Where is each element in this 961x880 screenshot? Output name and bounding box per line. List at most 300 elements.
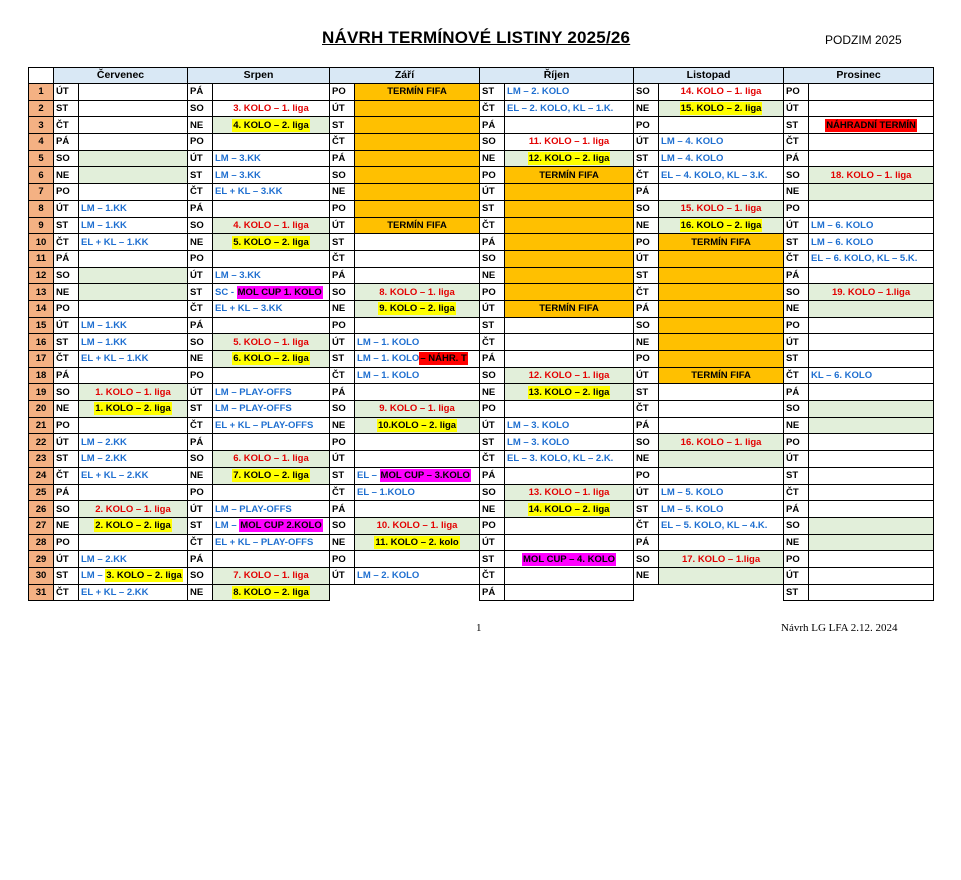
weekday-cell: ČT [634,284,659,301]
event-cell [659,367,784,384]
month-header: Říjen [480,68,634,84]
event-cell [79,451,188,468]
event-text: 16. KOLO – 1. liga [680,436,762,448]
table-row [29,567,934,584]
event-text: TERMÍN FIFA [539,169,599,181]
table-row [29,401,934,418]
weekday-cell: PÁ [634,417,659,434]
table-row [29,417,934,434]
table-row [29,100,934,117]
event-cell [505,134,634,151]
table-row [29,234,934,251]
weekday-cell: ÚT [784,334,809,351]
event-cell [79,551,188,568]
event-text: LM – 6. KOLO [811,219,874,231]
table-row [29,184,934,201]
schedule-body [29,68,934,601]
day-number: 12 [29,267,54,284]
weekday-cell: SO [188,334,213,351]
event-text: LM – [81,570,106,582]
weekday-cell: ČT [634,401,659,418]
weekday-cell: SO [784,517,809,534]
event-cell [79,267,188,284]
event-cell [213,100,330,117]
event-cell [809,401,934,418]
day-number: 9 [29,217,54,234]
event-text: LM – 6. KOLO [811,236,874,248]
header-row [29,68,934,84]
event-cell [79,100,188,117]
event-cell [505,384,634,401]
event-text: EL + KL – 1.KK [81,353,149,365]
event-cell [213,184,330,201]
event-text: EL + KL – 3.KK [215,303,283,315]
event-cell [355,267,480,284]
event-cell [213,467,330,484]
event-cell [809,317,934,334]
event-highlight: 12. KOLO – 2. liga [528,153,610,165]
event-cell [213,434,330,451]
weekday-cell: SO [634,84,659,101]
event-cell [809,534,934,551]
event-cell [505,417,634,434]
event-cell [79,467,188,484]
weekday-cell: NE [330,184,355,201]
event-cell [355,84,480,101]
event-text: EL + KL – 2.KK [81,470,149,482]
page-number: 1 [476,622,482,634]
event-cell [79,351,188,368]
weekday-cell: ČT [480,217,505,234]
event-cell [213,384,330,401]
event-cell [659,100,784,117]
weekday-cell: ST [480,200,505,217]
day-number: 5 [29,150,54,167]
weekday-cell: ÚT [480,534,505,551]
event-text: LM – 1. KOLO [357,353,420,365]
event-cell [79,317,188,334]
weekday-cell: PO [480,167,505,184]
day-number: 28 [29,534,54,551]
table-row [29,167,934,184]
weekday-cell: ÚT [634,250,659,267]
day-number: 15 [29,317,54,334]
weekday-cell: PÁ [634,184,659,201]
event-cell [505,551,634,568]
table-row [29,384,934,401]
weekday-cell: PO [480,284,505,301]
weekday-cell: ST [330,467,355,484]
event-cell [213,401,330,418]
weekday-cell: SO [634,317,659,334]
weekday-cell: PÁ [54,484,79,501]
table-row [29,150,934,167]
event-text: LM – 2. KOLO [507,86,570,98]
event-cell [213,150,330,167]
weekday-cell: ÚT [188,150,213,167]
event-cell [659,534,784,551]
event-cell [505,534,634,551]
month-header: Listopad [634,68,784,84]
weekday-cell: NE [784,534,809,551]
event-text: 3. KOLO – 1. liga [233,103,309,115]
weekday-cell: ST [330,117,355,134]
day-number: 24 [29,467,54,484]
event-cell [355,134,480,151]
event-highlight: 5. KOLO – 2. liga [233,236,309,248]
weekday-cell: SO [330,517,355,534]
event-cell [809,284,934,301]
weekday-cell: NE [784,417,809,434]
event-highlight: 10.KOLO – 2. liga [377,420,457,432]
event-cell [659,451,784,468]
table-row [29,334,934,351]
weekday-cell: ÚT [330,100,355,117]
event-text: 5. KOLO – 1. liga [233,336,309,348]
weekday-cell: PO [634,467,659,484]
event-cell [355,100,480,117]
event-cell [809,367,934,384]
event-cell [505,117,634,134]
weekday-cell: ČT [480,451,505,468]
event-text: TERMÍN FIFA [691,370,751,382]
footer-note: Návrh LG LFA 2.12. 2024 [781,622,898,634]
table-row [29,134,934,151]
day-number: 17 [29,351,54,368]
event-text: EL + KL – 2.KK [81,586,149,598]
weekday-cell: PÁ [188,84,213,101]
weekday-cell: ÚT [54,551,79,568]
weekday-cell: ÚT [634,134,659,151]
weekday-cell: NE [634,100,659,117]
event-highlight: 9. KOLO – 2. liga [379,303,455,315]
event-highlight: NÁHRADNÍ TERMÍN [826,119,916,131]
event-cell [505,284,634,301]
weekday-cell: ČT [784,250,809,267]
table-row [29,434,934,451]
event-cell [809,267,934,284]
event-text: LM – 2.KK [81,453,127,465]
event-cell [809,551,934,568]
weekday-cell: PO [188,367,213,384]
event-cell [355,117,480,134]
weekday-cell: ST [784,351,809,368]
event-text: LM – 3. KOLO [507,436,570,448]
weekday-cell: SO [480,250,505,267]
event-text: LM – 1.KK [81,319,127,331]
event-cell [355,300,480,317]
table-row [29,584,934,601]
weekday-cell: ČT [634,167,659,184]
event-cell [213,200,330,217]
event-cell [809,84,934,101]
event-text: LM – 2. KOLO [357,570,420,582]
weekday-cell: PÁ [480,467,505,484]
weekday-cell: PO [188,484,213,501]
weekday-cell: ÚT [188,501,213,518]
weekday-cell: SO [784,401,809,418]
event-cell [213,351,330,368]
season-label: PODZIM 2025 [825,33,902,47]
event-cell [79,167,188,184]
weekday-cell: PO [784,551,809,568]
event-cell [659,284,784,301]
weekday-cell: PO [784,84,809,101]
event-text: 8. KOLO – 1. liga [379,286,455,298]
weekday-cell: SO [54,267,79,284]
event-text: LM – 1. KOLO [357,370,420,382]
weekday-cell: PO [54,300,79,317]
event-cell [355,284,480,301]
event-cell [505,367,634,384]
weekday-cell: ÚT [784,451,809,468]
weekday-cell: PÁ [784,150,809,167]
weekday-cell: ČT [54,234,79,251]
weekday-cell: PO [330,84,355,101]
event-cell [809,100,934,117]
month-header: Září [330,68,480,84]
weekday-cell: ST [480,434,505,451]
event-cell [79,584,188,601]
event-cell [659,167,784,184]
weekday-cell: ÚT [784,100,809,117]
event-cell [809,584,934,601]
day-number: 30 [29,567,54,584]
weekday-cell: ST [54,451,79,468]
event-cell [659,200,784,217]
event-cell [659,250,784,267]
weekday-cell: PÁ [188,200,213,217]
event-cell [213,317,330,334]
weekday-cell: PO [54,417,79,434]
event-cell [505,434,634,451]
event-highlight: 15. KOLO – 2. liga [680,103,762,115]
table-row [29,267,934,284]
weekday-cell: ČT [54,351,79,368]
weekday-cell: ÚT [330,451,355,468]
event-cell [355,200,480,217]
weekday-cell: ČT [188,184,213,201]
event-cell [213,300,330,317]
event-cell [213,534,330,551]
event-cell [505,401,634,418]
weekday-cell: PO [784,434,809,451]
weekday-cell: NE [54,167,79,184]
weekday-cell: ČT [330,367,355,384]
day-number: 22 [29,434,54,451]
day-number: 21 [29,417,54,434]
weekday-cell: ČT [480,334,505,351]
event-cell [355,401,480,418]
event-cell [659,150,784,167]
weekday-cell: NE [480,501,505,518]
weekday-cell: PÁ [480,351,505,368]
weekday-cell: ÚT [54,434,79,451]
empty-cell [330,584,480,601]
event-highlight: MOL CUP – 3.KOLO [380,470,470,482]
table-row [29,84,934,101]
weekday-cell: ÚT [634,367,659,384]
weekday-cell: PÁ [330,501,355,518]
weekday-cell: NE [54,284,79,301]
event-cell [809,184,934,201]
weekday-cell: PÁ [480,584,505,601]
weekday-cell: ČT [480,567,505,584]
event-cell [809,300,934,317]
weekday-cell: ÚT [54,317,79,334]
event-cell [213,367,330,384]
weekday-cell: SO [330,284,355,301]
weekday-cell: SO [330,167,355,184]
weekday-cell: ST [784,117,809,134]
event-cell [809,234,934,251]
event-cell [809,567,934,584]
event-cell [659,234,784,251]
event-cell [809,200,934,217]
event-cell [505,250,634,267]
weekday-cell: PÁ [330,150,355,167]
event-cell [809,134,934,151]
event-cell [79,284,188,301]
event-text: 12. KOLO – 1. liga [528,370,610,382]
event-cell [809,384,934,401]
event-cell [505,217,634,234]
event-text: 13. KOLO – 1. liga [528,486,610,498]
weekday-cell: ST [784,467,809,484]
weekday-cell: SO [784,167,809,184]
event-highlight: 8. KOLO – 2. liga [233,586,309,598]
weekday-cell: PÁ [188,434,213,451]
event-text: KL – 6. KOLO [811,370,873,382]
table-row [29,351,934,368]
weekday-cell: NE [480,267,505,284]
event-cell [659,434,784,451]
weekday-cell: NE [634,567,659,584]
event-text: SC - [215,286,237,298]
weekday-cell: NE [634,334,659,351]
table-row [29,284,934,301]
event-cell [79,200,188,217]
event-cell [505,184,634,201]
event-highlight: MOL CUP 2.KOLO [240,520,322,532]
event-text: EL – 3. KOLO, KL – 2.K. [507,453,614,465]
event-highlight: 6. KOLO – 2. liga [233,353,309,365]
event-text: LM – 1.KK [81,219,127,231]
table-row [29,117,934,134]
day-number: 10 [29,234,54,251]
event-cell [505,100,634,117]
event-cell [505,300,634,317]
event-cell [213,551,330,568]
weekday-cell: NE [54,401,79,418]
event-cell [213,417,330,434]
weekday-cell: ST [188,401,213,418]
event-text: EL + KL – 1.KK [81,236,149,248]
day-number: 4 [29,134,54,151]
event-text: 17. KOLO – 1.liga [681,553,761,565]
weekday-cell: ST [54,217,79,234]
weekday-cell: PÁ [784,501,809,518]
weekday-cell: NE [330,417,355,434]
weekday-cell: PÁ [54,250,79,267]
event-text: LM – 5. KOLO [661,503,724,515]
weekday-cell: ST [188,167,213,184]
weekday-cell: ČT [330,484,355,501]
event-cell [505,84,634,101]
event-cell [213,334,330,351]
table-row [29,467,934,484]
event-cell [809,467,934,484]
event-cell [79,534,188,551]
event-cell [79,384,188,401]
day-number: 13 [29,284,54,301]
table-row [29,534,934,551]
event-cell [659,484,784,501]
weekday-cell: ÚT [784,567,809,584]
event-text: LM – PLAY-OFFS [215,403,292,415]
table-row [29,551,934,568]
event-cell [355,434,480,451]
event-cell [659,517,784,534]
weekday-cell: NE [54,517,79,534]
month-header: Srpen [188,68,330,84]
day-number: 23 [29,451,54,468]
weekday-cell: ČT [54,467,79,484]
event-text: TERMÍN FIFA [691,236,751,248]
event-cell [659,351,784,368]
table-row [29,317,934,334]
event-text: EL – [357,470,380,482]
event-cell [809,417,934,434]
event-cell [213,451,330,468]
day-number: 19 [29,384,54,401]
weekday-cell: ST [634,150,659,167]
weekday-cell: SO [188,217,213,234]
event-text: 14. KOLO – 1. liga [680,86,762,98]
event-cell [213,567,330,584]
page-title: NÁVRH TERMÍNOVÉ LISTINY 2025/26 [322,28,631,47]
weekday-cell: ČT [54,584,79,601]
event-text: LM – 4. KOLO [661,153,724,165]
event-cell [505,167,634,184]
day-number: 14 [29,300,54,317]
weekday-cell: PÁ [480,234,505,251]
weekday-cell: PO [54,534,79,551]
event-cell [79,501,188,518]
weekday-cell: ÚT [784,217,809,234]
day-number: 20 [29,401,54,418]
weekday-cell: ČT [188,300,213,317]
event-highlight: 16. KOLO – 2. liga [680,219,762,231]
weekday-cell: SO [188,100,213,117]
event-cell [355,501,480,518]
weekday-cell: ČT [784,367,809,384]
event-cell [505,200,634,217]
weekday-cell: ČT [634,517,659,534]
event-text: LM – 1.KK [81,203,127,215]
weekday-cell: ÚT [54,200,79,217]
event-text: LM – 4. KOLO [661,136,724,148]
weekday-cell: SO [634,551,659,568]
event-text: 18. KOLO – 1. liga [830,169,912,181]
table-row [29,501,934,518]
day-number: 11 [29,250,54,267]
event-cell [659,184,784,201]
table-row [29,300,934,317]
event-cell [355,551,480,568]
event-cell [355,217,480,234]
event-cell [213,134,330,151]
